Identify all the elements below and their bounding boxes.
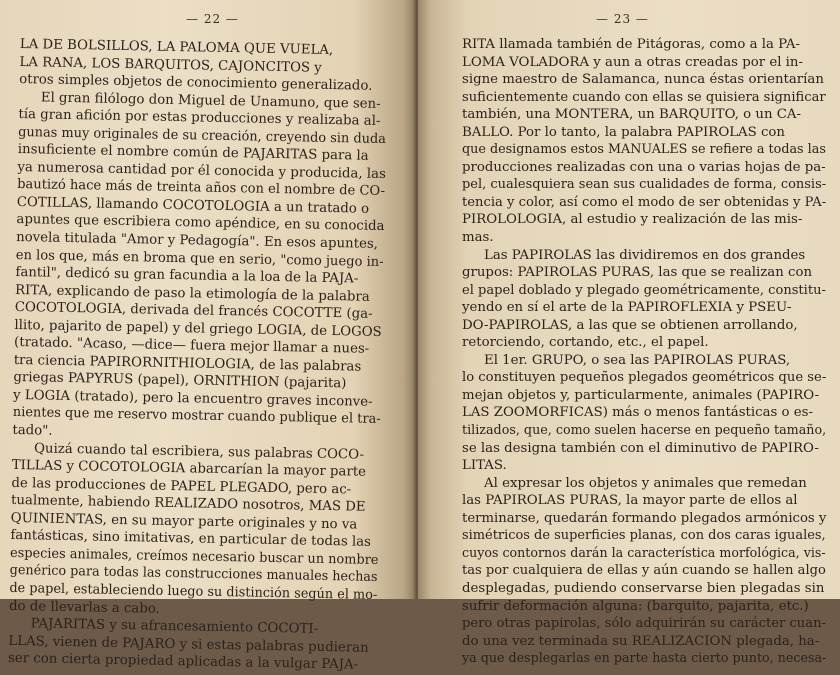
text-line: do de llevarlas a cabo. [8, 598, 160, 617]
text-line: tía gran afición por estas producciones y realizaba al- [18, 107, 381, 130]
text-line: lo constituyen pequeños plegados geométricos que se- [462, 370, 827, 386]
text-line: mejan objetos y, particularmente, animales (PAPIRO- [462, 387, 820, 403]
text-line: tencia y color, así como el modo de ser obtenidas y PA- [462, 194, 827, 210]
text-line: retorciendo, cortando, etc., el papel. [462, 335, 709, 351]
text-line: LLAS, vienen de PAJARO y si estas palabras pudieran [8, 633, 369, 656]
text-line: que designamos estos MANUALES se refiere a todas las [462, 142, 826, 158]
text-line: ya que desplegarlas en parte hasta cierto punto, necesa- [462, 651, 827, 667]
text-line: producciones realizadas con una o varias hojas de pa- [462, 159, 826, 175]
text-line: cuyos contornos darán la característica morfológica, vis- [462, 545, 826, 561]
text-line: QUINIENTAS, en su mayor parte originales y no va [10, 510, 358, 533]
right-page [418, 0, 840, 667]
text-line: El 1er. GRUPO, o sea las PAPIROLAS PURAS, [484, 352, 791, 368]
text-line: de papel, estableciendo luego su distinción según el mo- [9, 580, 378, 603]
text-line: suficientemente cuando con ellas se quisiera significar [462, 89, 826, 105]
text-line: sufrir deformación alguna: (barquito, pajarita, etc.) [462, 598, 809, 614]
text-line: LA DE BOLSILLOS, LA PALOMA QUE VUELA, [19, 36, 334, 59]
text-line: pel, cualesquiera sean sus cualidades de forma, consis- [462, 177, 827, 193]
right-page-text [462, 36, 826, 668]
text-line: (tratado. "Acaso, —dice— fuera mejor llamar a nues- [13, 335, 370, 358]
text-line: otros simples objetos de conocimiento generalizado. [19, 72, 373, 94]
text-line: terminarse, quedarán formando plegados armónicos y [462, 510, 827, 526]
text-line: RITA llamada también de Pitágoras, como a la PA- [462, 37, 801, 52]
text-line: TILLAS y COCOTOLOGIA abarcarían la mayor parte [11, 458, 367, 480]
text-line: COCOTOLOGIA, derivada del francés COCOTTE (ga- [14, 300, 373, 323]
text-line: grupos: PAPIROLAS PURAS, las que se realizan con [462, 265, 813, 281]
text-line: LOMA VOLADORA y aun a otras creadas por el in- [462, 54, 803, 70]
text-line: Quizá cuando tal escribiera, sus palabras COCO- [33, 440, 365, 463]
text-line: fantásticas, sino imitativas, en particular de todas las [10, 528, 372, 551]
text-line: de las producciones de PAPEL PLEGADO, pero ac- [11, 475, 352, 498]
text-line: llito, pajarito de papel) y del griego LOGIA, de LOGOS [14, 317, 382, 340]
text-line: PAJARITAS y su afrancesamiento COCOTI- [30, 616, 319, 637]
text-line: desplegadas, pudiendo conservarse bien plegadas sin [462, 580, 825, 596]
text-line: genérico para todas las construcciones manuales hechas [9, 563, 378, 586]
text-line: yendo en sí el arte de la PAPIROFLEXIA y PSEU- [462, 300, 792, 316]
text-line: DO-PAPIROLAS, a las que se obtienen arrollando, [462, 317, 798, 333]
text-line: ser con cierta propiedad aplicadas a la vulgar PAJA- [7, 651, 359, 673]
left-page [0, 0, 416, 673]
text-line: pero otras papirolas, sólo adquirirán su carácter cuan- [462, 616, 826, 632]
text-line: Al expresar los objetos y animales que remedan [484, 475, 807, 491]
page-number-right: — 23 — [596, 12, 649, 26]
text-line: nientes que me reservo mostrar cuando publique el tra- [12, 405, 381, 428]
text-line: novela titulada "Amor y Pedagogía". En esos apuntes, [15, 229, 379, 252]
text-line: fantil", dedicó su gran facundia a la loa de la PAJA- [15, 265, 359, 287]
text-line: El gran filólogo don Miguel de Unamuno, que sen- [40, 90, 381, 112]
page-number-left: — 22 — [186, 12, 239, 26]
text-line: LA RANA, LOS BARQUITOS, CAJONCITOS y [19, 54, 322, 76]
text-line: do una vez terminada su REALIZACION plegada, ha- [462, 633, 820, 649]
text-line: y LOGIA (tratado), pero la encuentro graves inconve- [12, 387, 373, 410]
text-line: las PAPIROLAS PURAS, la mayor parte de ellos al [462, 493, 798, 509]
text-line: tado". [12, 422, 53, 439]
left-page-text [8, 36, 388, 675]
text-line: el papel doblado y plegado geométricamente, constitu- [462, 282, 826, 298]
text-line: también, una MONTERA, un BARQUITO, o un CA- [462, 107, 802, 123]
text-line: RITA, explicando de paso la etimología de la palabra [14, 282, 370, 305]
text-line: ya numerosa cantidad por él conocida y producida, las [17, 159, 387, 182]
text-line: tualmente, habiendo REALIZADO nosotros, MAS DE [10, 493, 366, 515]
text-line: tra ciencia PAPIRORNITHIOLOGIA, de las palabras [13, 352, 362, 375]
text-line: tas por cualquiera de ellas y aún cuando se hallen algo [462, 563, 826, 579]
text-line: tilizados, que, como suelen hacerse en pequeño tamaño, [462, 423, 827, 439]
text-line: se las designa también con el diminutivo de PAPIRO- [462, 440, 819, 456]
text-line: apuntes que escribiera como apéndice, en su conocida [16, 212, 385, 235]
text-line: Las PAPIROLAS las dividiremos en dos grandes [484, 247, 806, 263]
text-line: gunas muy originales de su creación, creyendo sin duda [18, 124, 387, 147]
text-line: griegas PAPYRUS (papel), ORNITHION (pajarita) [13, 370, 347, 392]
text-line: simétricos de superficies planas, con dos caras iguales, [462, 528, 826, 544]
text-line: LITAS. [462, 458, 507, 474]
text-line: signe maestro de Salamanca, nunca éstas orientarían [462, 72, 824, 88]
text-line: LAS ZOOMORFICAS) más o menos fantásticas o es- [462, 405, 813, 421]
text-line: bautizó hace más de treinta años con el nombre de CO- [16, 177, 386, 200]
text-line: insuficiente el nombre común de PAJARITAS para la [17, 142, 369, 164]
text-line: mas. [462, 230, 494, 246]
text-line: BALLO. Por lo tanto, la palabra PAPIROLAS con [462, 124, 786, 140]
text-line: especies animales, creímos necesario buscar un nombre [9, 545, 379, 568]
text-line: en los que, más en broma que en serio, "como juego in- [15, 247, 384, 270]
text-line: COTILLAS, llamando COCOTOLOGIA a un tratado o [16, 194, 370, 217]
text-line: PIROLOLOGIA, al estudio y realización de las mis- [462, 212, 803, 228]
